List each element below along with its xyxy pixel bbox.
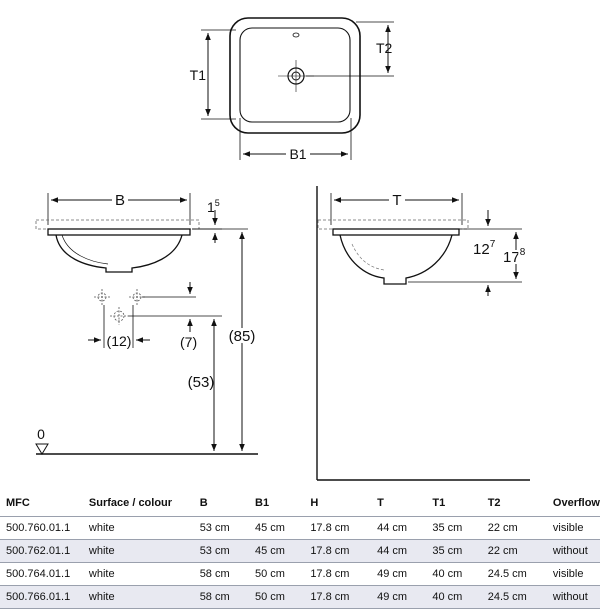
- table-cell: 53 cm: [194, 517, 249, 540]
- rim-label: $1^5$: [207, 198, 220, 215]
- table-cell: 500.760.01.1: [0, 517, 83, 540]
- floor-label: 0: [37, 426, 45, 442]
- tap-symbol-left: [94, 289, 110, 305]
- table-cell: 500.764.01.1: [0, 563, 83, 586]
- table-cell: 45 cm: [249, 540, 304, 563]
- table-row: [0, 540, 600, 563]
- table-cell: 22 cm: [482, 540, 547, 563]
- table-cell: 24.5 cm: [482, 563, 547, 586]
- table-cell: white: [83, 563, 194, 586]
- table-cell: 17.8 cm: [304, 563, 371, 586]
- table-cell: 500.766.01.1: [0, 586, 83, 609]
- table-cell: 500.762.01.1: [0, 540, 83, 563]
- basin-rim-side: [333, 229, 459, 235]
- tap-symbol-center: [110, 307, 128, 325]
- b1-label: B1: [289, 146, 307, 162]
- table-cell: 45 cm: [249, 517, 304, 540]
- height-53-label: (53): [187, 374, 215, 391]
- table-row: [0, 563, 600, 586]
- floor-marker-icon: [36, 444, 48, 454]
- basin-bowl: [56, 235, 182, 272]
- table-cell: 49 cm: [371, 563, 426, 586]
- t-label: T: [392, 192, 402, 209]
- overflow-hole: [293, 33, 299, 37]
- table-header-row: [0, 490, 600, 517]
- col-header: T1: [432, 497, 446, 509]
- basin-outer-rim: [230, 18, 360, 133]
- tap-offset-label: (12): [106, 333, 132, 349]
- table-cell: 50 cm: [249, 563, 304, 586]
- basin-bowl-inner: [62, 235, 108, 264]
- table-cell: 40 cm: [426, 586, 481, 609]
- table-cell: 22 cm: [482, 517, 547, 540]
- table-cell: 35 cm: [426, 517, 481, 540]
- height-85-label: (85): [228, 328, 256, 345]
- table-cell: 50 cm: [249, 586, 304, 609]
- table-cell: 49 cm: [371, 586, 426, 609]
- table-cell: 53 cm: [194, 540, 249, 563]
- basin-inner-bowl: [240, 28, 350, 122]
- table-cell: without: [547, 540, 600, 563]
- side-view: [317, 186, 530, 480]
- table-cell: 17.8 cm: [304, 517, 371, 540]
- table-cell: visible: [547, 563, 600, 586]
- table-cell: 17.8 cm: [304, 540, 371, 563]
- t1-label: T1: [189, 67, 206, 83]
- front-view: [36, 191, 258, 454]
- col-header: B1: [255, 497, 270, 509]
- tap-height-label: (7): [180, 334, 198, 350]
- table-cell: 44 cm: [371, 540, 426, 563]
- table-cell: white: [83, 586, 194, 609]
- top-view: [190, 18, 394, 162]
- col-header: B: [199, 497, 208, 509]
- table-cell: 44 cm: [371, 517, 426, 540]
- spec-table: [0, 490, 600, 609]
- countertop-outline: [36, 220, 199, 229]
- table-cell: 35 cm: [426, 540, 481, 563]
- basin-bowl-side: [340, 235, 452, 284]
- table-row: [0, 517, 600, 540]
- table-cell: visible: [547, 517, 600, 540]
- table-cell: without: [547, 586, 600, 609]
- t2-label: T2: [376, 40, 393, 56]
- countertop-outline-side: [318, 220, 468, 229]
- table-row: [0, 586, 600, 609]
- col-header: Surface / colour: [88, 497, 173, 509]
- col-header: T: [377, 497, 384, 509]
- b-label: B: [114, 192, 126, 209]
- table-cell: 58 cm: [194, 563, 249, 586]
- col-header: H: [310, 497, 319, 509]
- col-header: T2: [487, 497, 501, 509]
- table-cell: 17.8 cm: [304, 586, 371, 609]
- table-cell: 40 cm: [426, 563, 481, 586]
- table-cell: 58 cm: [194, 586, 249, 609]
- table-cell: 24.5 cm: [482, 586, 547, 609]
- table-cell: white: [83, 517, 194, 540]
- col-header: Overflow: [552, 497, 600, 509]
- col-header: MFC: [6, 497, 30, 509]
- basin-rim: [48, 229, 190, 235]
- table-cell: white: [83, 540, 194, 563]
- depth2-label: $17^8$: [503, 247, 526, 266]
- depth1-label: $12^7$: [473, 239, 496, 258]
